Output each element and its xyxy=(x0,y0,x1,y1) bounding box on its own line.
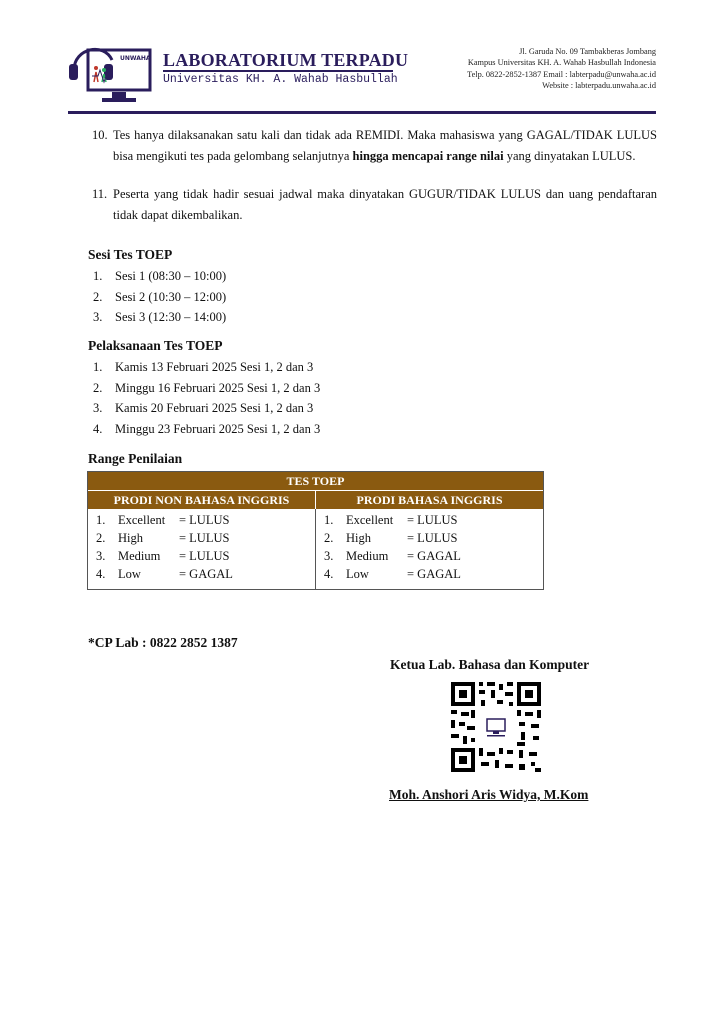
signatory-name: Moh. Anshori Aris Widya, M.Kom xyxy=(389,787,589,802)
table-row: 1. Excellent = LULUS xyxy=(96,513,230,527)
sesi-list xyxy=(93,266,226,328)
english-column xyxy=(316,509,543,589)
rule-11-text: Peserta yang tidak hadir sesuai jadwal maka dinyatakan GUGUR/TIDAK LULUS dan uang pendaftaran tidak dapat dikembalikan. xyxy=(113,187,657,222)
table-row: 3. Medium = LULUS xyxy=(96,549,230,563)
list-item: 1. Sesi 1 (08:30 – 10:00) xyxy=(93,269,227,283)
rule-number: 10. xyxy=(92,128,108,142)
qr-code-icon xyxy=(449,680,543,774)
rule-10-bold: hingga mencapai range nilai xyxy=(352,149,504,163)
list-item: 2. Sesi 2 (10:30 – 12:00) xyxy=(93,289,227,304)
range-table xyxy=(87,471,544,590)
table-row: 4. Low = GAGAL xyxy=(96,567,233,581)
address-line: Jl. Garuda No. 09 Tambakberas Jombang xyxy=(519,47,656,56)
table-title: TES TOEP xyxy=(88,472,543,491)
signature-title: Ketua Lab. Bahasa dan Komputer xyxy=(390,657,590,672)
list-item: 3. Kamis 20 Februari 2025 Sesi 1, 2 dan 3 xyxy=(93,401,314,416)
unwaha-logo xyxy=(68,36,154,106)
table-row: 3. Medium = GAGAL xyxy=(324,549,461,563)
logo-text: UNWAHA xyxy=(120,55,151,62)
rule-number: 11. xyxy=(92,187,108,201)
address-line: Kampus Universitas KH. A. Wahab Hasbullah Indonesia xyxy=(467,58,656,68)
pelaksanaan-list xyxy=(93,357,320,439)
table-row: 1. Excellent = LULUS xyxy=(324,513,458,527)
table-header-row xyxy=(88,491,543,509)
col-header-non-english: PRODI NON BAHASA INGGRIS xyxy=(88,491,316,509)
website-line: Website : labterpadu.unwaha.ac.id xyxy=(542,81,656,91)
table-row: 2. High = LULUS xyxy=(96,531,230,545)
list-item: 3. Sesi 3 (12:30 – 14:00) xyxy=(93,310,227,325)
list-item: 4. Minggu 23 Februari 2025 Sesi 1, 2 dan 3 xyxy=(93,421,321,436)
table-row: 2. High = LULUS xyxy=(324,531,458,545)
title-underline xyxy=(163,70,393,72)
lab-title: LABORATORIUM TERPADU xyxy=(163,50,409,70)
contact-phone: *CP Lab : 0822 2852 1387 xyxy=(88,635,238,650)
sesi-heading: Sesi Tes TOEP xyxy=(88,247,173,262)
table-row: 4. Low = GAGAL xyxy=(324,567,461,581)
non-english-column xyxy=(88,509,316,589)
university-name: Universitas KH. A. Wahab Hasbullah xyxy=(163,73,398,86)
header-divider xyxy=(68,111,656,114)
address-block xyxy=(467,46,656,92)
range-heading: Range Penilaian xyxy=(88,451,183,466)
list-item: 2. Minggu 16 Februari 2025 Sesi 1, 2 dan 3 xyxy=(93,380,321,395)
rule-10-text: Tes hanya dilaksanakan satu kali dan tidak ada REMIDI. Maka mahasiswa yang GAGAL/TIDAK LULUS bisa mengikuti tes pada gelombang selanjutnya hingga mencapai range nilai yang dinyatakan LULUS. xyxy=(113,128,657,163)
col-header-english: PRODI BAHASA INGGRIS xyxy=(316,491,543,509)
list-item: 1. Kamis 13 Februari 2025 Sesi 1, 2 dan 3 xyxy=(93,360,314,374)
phone-email-line: Telp. 0822-2852-1387 Email : labterpadu@unwaha.ac.id xyxy=(467,69,656,79)
table-body xyxy=(88,509,543,589)
pelaksanaan-heading: Pelaksanaan Tes TOEP xyxy=(88,338,223,353)
